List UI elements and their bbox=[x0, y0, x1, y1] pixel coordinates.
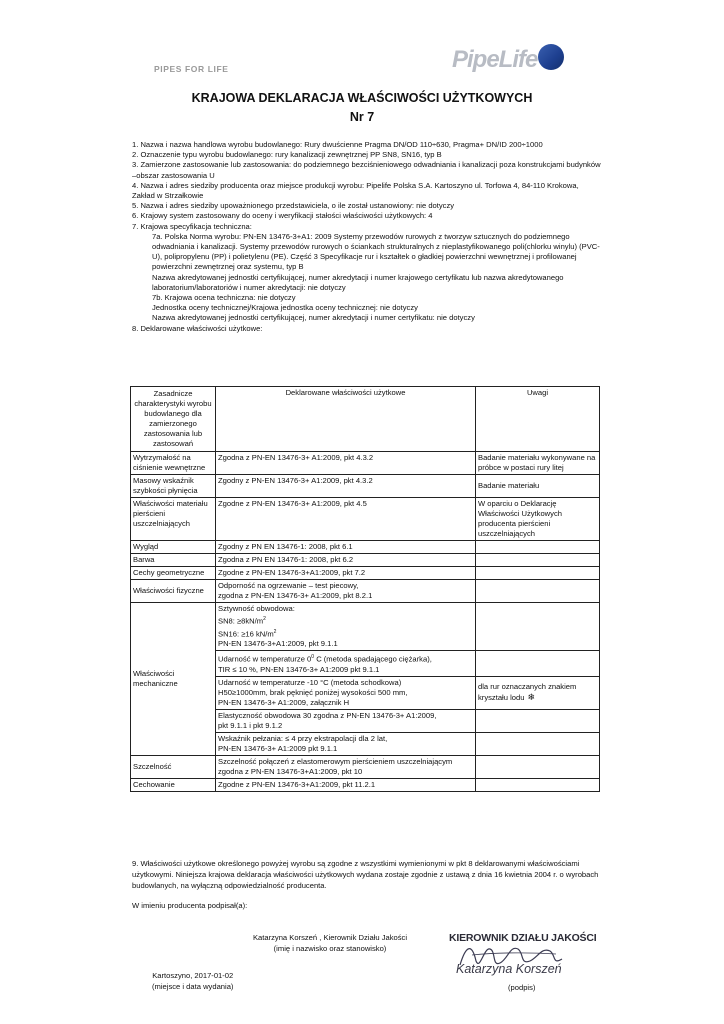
table-row bbox=[131, 567, 600, 580]
row-remark: W oparciu o Deklarację Właściwości Użytkowych producenta pierścieni uszczelniających bbox=[476, 498, 600, 541]
row-label: Właściwości fizyczne bbox=[131, 580, 216, 603]
logo-emblem-icon bbox=[538, 44, 564, 70]
row-remark bbox=[476, 580, 600, 603]
signed-on-behalf: W imieniu producenta podpisał(a): bbox=[132, 901, 248, 910]
place-date-block bbox=[152, 970, 233, 992]
row-remark bbox=[476, 603, 600, 651]
item-6: 6. Krajowy system zastosowany do oceny i weryfikacji stałości właściwości użytkowych: 4 bbox=[132, 211, 433, 221]
row-value: Zgodne z PN-EN 13476-3+A1:2009, pkt 7.2 bbox=[216, 567, 476, 580]
row-remark bbox=[476, 541, 600, 554]
row-value bbox=[216, 755, 476, 778]
item-7b-unit: Jednostka oceny technicznej/Krajowa jednostka oceny technicznej: nie dotyczy bbox=[152, 303, 418, 313]
row-value bbox=[216, 603, 476, 651]
table-header-row bbox=[131, 387, 600, 452]
value-line: pkt 9.1.1 i pkt 9.1.2 bbox=[218, 720, 283, 730]
row-label: Masowy wskaźnik szybkości płynięcia bbox=[131, 475, 216, 498]
table-row bbox=[131, 541, 600, 554]
row-value: Zgodna z PN-EN 13476-3+ A1:2009, pkt 4.3.2 bbox=[216, 452, 476, 475]
value-line: zgodna z PN-EN 13476-3+A1:2009, pkt 10 bbox=[218, 766, 363, 776]
row-value: Zgodne z PN-EN 13476-3+ A1:2009, pkt 4.5 bbox=[216, 498, 476, 541]
header-declared: Deklarowane właściwości użytkowe bbox=[216, 387, 476, 452]
footer-statement bbox=[132, 858, 602, 920]
row-remark bbox=[476, 567, 600, 580]
stamp-title: KIEROWNIK DZIAŁU JAKOŚCI bbox=[449, 932, 597, 944]
signer-caption: (imię i nazwisko oraz stanowisko) bbox=[273, 944, 387, 953]
signature-caption: (podpis) bbox=[508, 983, 536, 992]
row-value bbox=[216, 580, 476, 603]
row-remark bbox=[476, 554, 600, 567]
item-2: 2. Oznaczenie typu wyrobu budowlanego: rury kanalizacji zewnętrznej PP SN8, SN16, typ B bbox=[132, 150, 442, 160]
snowflake-icon: ❄ bbox=[527, 692, 535, 703]
row-label: Barwa bbox=[131, 554, 216, 567]
item-4: 4. Nazwa i adres siedziby producenta oraz miejsce produkcji wyrobu: Pipelife Polska S.A. Kartoszyno ul. Torfowa 4, 84-110 Krokowa, Zakład w Strzałkowie bbox=[132, 180, 579, 201]
row-label: Właściwości materiału pierścieni uszczelniających bbox=[131, 498, 216, 541]
item-7b-body: Nazwa akredytowanej jednostki certyfikującej, numer akredytacji i numer certyfikatu: nie dotyczy bbox=[152, 313, 475, 323]
row-remark bbox=[476, 676, 600, 709]
row-value bbox=[216, 676, 476, 709]
table-row bbox=[131, 554, 600, 567]
table-row bbox=[131, 475, 600, 498]
value-line: Sztywność obwodowa: bbox=[218, 604, 295, 613]
row-remark bbox=[476, 778, 600, 791]
item-8: 8. Deklarowane właściwości użytkowe: bbox=[132, 323, 263, 333]
signer-name: Katarzyna Korszeń , Kierownik Działu Jakości bbox=[252, 933, 408, 942]
row-label: Cechowanie bbox=[131, 778, 216, 791]
item-9: 9. Właściwości użytkowe określonego powyżej wyrobu są zgodne z wszystkimi wymienionymi w pkt 8 deklarowanymi właściwościami użytkowymi. Niniejsza krajowa deklaracja właściwości użytkowych wydana zostaje zgodnie z ustawą z dnia 16 kwietnia 2004 r. o wyrobach budowlanych, na wyłączną odpowiedzialność producenta. bbox=[132, 859, 599, 890]
value-line: zgodna z PN-EN 13476-3+ A1:2009, pkt 8.2.1 bbox=[218, 591, 373, 600]
item-7b: 7b. Krajowa ocena techniczna: nie dotyczy bbox=[152, 293, 296, 303]
row-value: Zgodny z PN EN 13476-1: 2008, pkt 6.1 bbox=[216, 541, 476, 554]
document-number: Nr 7 bbox=[349, 110, 375, 124]
table-row bbox=[131, 778, 600, 791]
row-remark: Badanie materiału wykonywane na próbce w postaci rury litej bbox=[476, 452, 600, 475]
row-label: Cechy geometryczne bbox=[131, 567, 216, 580]
value-line: PN-EN 13476-3+ A1:2009, załącznik H bbox=[218, 697, 350, 707]
value-line: Udarność w temperaturze -10 °C (metoda schodkowa) bbox=[218, 677, 402, 687]
pipelife-logo bbox=[452, 44, 564, 78]
row-value bbox=[216, 709, 476, 732]
properties-table bbox=[130, 386, 600, 792]
row-value bbox=[216, 732, 476, 755]
value-line: Szczelność połączeń z elastomerowym pierścieniem uszczelniającym bbox=[218, 756, 453, 766]
item-3: 3. Zamierzone zastosowanie lub zastosowania: do podziemnego bezciśnieniowego odwadniania i kanalizacji poza konstrukcjami budynków –obszar zastosowania U bbox=[132, 160, 601, 180]
row-label: Wygląd bbox=[131, 541, 216, 554]
row-remark bbox=[476, 755, 600, 778]
row-value bbox=[216, 651, 476, 677]
table-row bbox=[131, 603, 600, 651]
row-label-mechanical: Właściwości mechaniczne bbox=[131, 603, 216, 756]
row-remark bbox=[476, 651, 600, 677]
table-row bbox=[131, 498, 600, 541]
item-7a: 7a. Polska Norma wyrobu: PN-EN 13476-3+A1: 2009 Systemy przewodów rurowych z tworzyw sztucznych do podziemnego odwadniania i kanalizacji. Systemy przewodów rurowych o ściankach strukturalnych z nieplastyfikowanego poli(chlorku winylu) (PVC-U), polipropylenu (PP) i polietylenu (PE). Część 3 Specyfikacje rur i kształtek o gładkiej powierzchni wewnętrznej i profilowanej powierzchni zewnętrznej oraz systemu, typ B bbox=[152, 231, 600, 272]
stamp-name: Katarzyna Korszeń bbox=[456, 962, 562, 976]
place-caption: (miejsce i data wydania) bbox=[152, 982, 234, 991]
row-value: Zgodne z PN-EN 13476-3+A1:2009, pkt 11.2.1 bbox=[216, 778, 476, 791]
value-line: SN8: $\ge 8kN/m^2$ bbox=[218, 616, 266, 626]
ice-note: dla rur oznaczanych znakiem kryształu lodu bbox=[478, 682, 577, 703]
table-row bbox=[131, 755, 600, 778]
table-row bbox=[131, 580, 600, 603]
declaration-items bbox=[132, 140, 602, 334]
value-line: Odporność na ogrzewanie – test piecowy, bbox=[218, 581, 359, 590]
item-7a-body: Nazwa akredytowanej jednostki certyfikującej, numer akredytacji i numer krajowego certyfikatu lub nazwa akredytowanego laboratorium/laboratoriów i numer akredytacji: nie dotyczy bbox=[152, 272, 564, 292]
value-line: Elastyczność obwodowa 30 zgodna z PN-EN 13476-3+ A1:2009, bbox=[218, 710, 437, 720]
value-line: H50≥1000mm, brak pęknięć poniżej wysokości 500 mm, bbox=[218, 687, 408, 697]
row-value: Zgodna z PN EN 13476-1: 2008, pkt 6.2 bbox=[216, 554, 476, 567]
row-label: Szczelność bbox=[131, 755, 216, 778]
place-date: Kartoszyno, 2017-01-02 bbox=[152, 971, 234, 980]
row-remark bbox=[476, 732, 600, 755]
tagline: PIPES FOR LIFE bbox=[154, 64, 229, 74]
value-line: TIR ≤ 10 %, PN-EN 13476-3+ A1:2009 pkt 9.1.1 bbox=[218, 664, 380, 674]
header-remarks: Uwagi bbox=[476, 387, 600, 452]
value-line: SN16: ≥16 $kN/m^2$ bbox=[218, 628, 277, 639]
row-label: Wytrzymałość na ciśnienie wewnętrzne bbox=[131, 452, 216, 475]
value-line: Wskaźnik pełzania: ≤ 4 przy ekstrapolacji dla 2 lat, bbox=[218, 733, 388, 743]
header-characteristics: Zasadnicze charakterystyki wyrobu budowlanego dla zamierzonego zastosowania lub zastosowań bbox=[131, 387, 216, 452]
table-row bbox=[131, 452, 600, 475]
value-line: PN-EN 13476-3+ A1:2009 pkt 9.1.1 bbox=[218, 743, 338, 753]
row-remark: Badanie materiału bbox=[476, 475, 600, 498]
signer-block bbox=[250, 932, 410, 954]
row-remark bbox=[476, 709, 600, 732]
document-title: KRAJOWA DEKLARACJA WŁAŚCIWOŚCI UŻYTKOWYCH bbox=[191, 91, 533, 105]
item-7: 7. Krajowa specyfikacja techniczna: bbox=[132, 221, 252, 231]
logo-text: PipeLife bbox=[452, 46, 538, 73]
value-line: PN-EN 13476-3+A1:2009, pkt 9.1.1 bbox=[218, 639, 338, 649]
item-5: 5. Nazwa i adres siedziby upoważnionego przedstawiciela, o ile został ustanowiony: nie dotyczy bbox=[132, 201, 455, 211]
row-value: Zgodny z PN-EN 13476-3+ A1:2009, pkt 4.3.2 bbox=[216, 475, 476, 498]
item-1: 1. Nazwa i nazwa handlowa wyrobu budowlanego: Rury dwuścienne Pragma DN/OD 110÷630, Pragma+ DN/ID 200÷1000 bbox=[132, 140, 543, 149]
value-line: Udarność w temperaturze $0^0$ C (metoda spadającego ciężarka), bbox=[218, 654, 432, 664]
